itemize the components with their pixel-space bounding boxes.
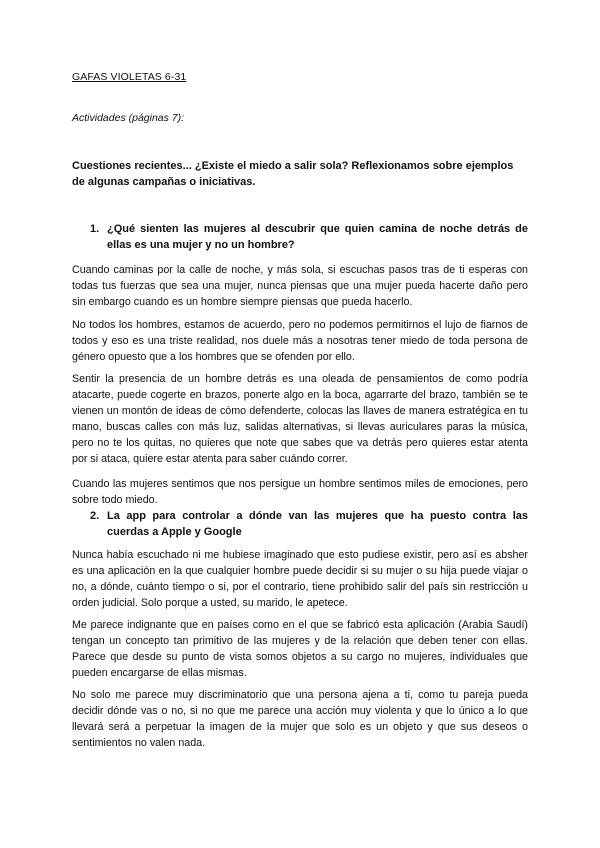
paragraph: Cuando las mujeres sentimos que nos persigue un hombre sentimos miles de emociones, pero sobre todo miedo. (72, 478, 528, 506)
question-2 (90, 508, 528, 540)
section-heading: Cuestiones recientes... ¿Existe el miedo a salir sola? Reflexionamos sobre ejemplos de algunas campañas o iniciativas. (72, 160, 514, 188)
paragraph: No solo me parece muy discriminatorio que una persona ajena a ti, como tu pareja pueda decidir dónde vas o no, si no que me parece una acción muy violenta y que lo único a lo que llevará será a perpetuar la imagen de la mujer que solo es un objeto y que sus deseos o sentimientos no valen nada. (72, 689, 528, 749)
paragraph: No todos los hombres, estamos de acuerdo, pero no podemos permitirnos el lujo de fiarnos de todos y eso es una triste realidad, nos duele más a nosotras tener miedo de toda persona de género opuesto que a los hombres que se ofenden por ello. (72, 319, 528, 363)
paragraph: Me parece indignante que en países como en el que se fabricó esta aplicación (Arabia Saudí) tengan un concepto tan primitivo de las mujeres y de la relación que deben tener con ellas. Parece que desde su punto de vista somos objetos a su cargo no mujeres, individuales que pueden encargarse de ellas mismas. (72, 619, 528, 679)
document-title: GAFAS VIOLETAS 6-31 (72, 71, 187, 83)
question-1 (90, 221, 528, 253)
question-text: ¿Qué sienten las mujeres al descubrir que quien camina de noche detrás de ellas es una mujer y no un hombre? (107, 223, 528, 251)
activities-subtitle: Actividades (páginas 7): (72, 112, 185, 124)
question-number: 1. (90, 223, 100, 235)
question-number: 2. (90, 510, 100, 522)
question-text: La app para controlar a dónde van las mujeres que ha puesto contra las cuerdas a Apple y Google (107, 510, 528, 538)
paragraph: Cuando caminas por la calle de noche, y más sola, si escuchas pasos tras de ti esperas con todas tus fuerzas que sea una mujer, nunca piensas que una mujer pueda hacerte daño pero sin embargo cuando es un hombre siempre piensas que pueda hacerlo. (72, 264, 528, 308)
paragraph: Nunca había escuchado ni me hubiese imaginado que esto pudiese existir, pero así es absher es una aplicación en la que cualquier hombre puede decidir si su mujer o su hija puede viajar o no, a dónde, cuánto tiempo o si, por el contrario, tiene prohibido salir del país sin restricción u orden judicial. Solo porque a usted, su marido, le apetece. (72, 549, 528, 609)
paragraph: Sentir la presencia de un hombre detrás es una oleada de pensamientos de como podría atacarte, puede cogerte en brazos, ponerte algo en la boca, agarrarte del brazo, también se te vienen un montón de ideas de cómo defenderte, colocas las llaves de manera estratégica en tu mano, buscas calles con más luz, salidas alternativas, si llevas auriculares paras la música, pero no te los quitas, no quieres que note que sabes que va detrás pero quieres estar atenta por si ataca, quiere estar atenta para saber cuándo correr. (72, 373, 528, 465)
